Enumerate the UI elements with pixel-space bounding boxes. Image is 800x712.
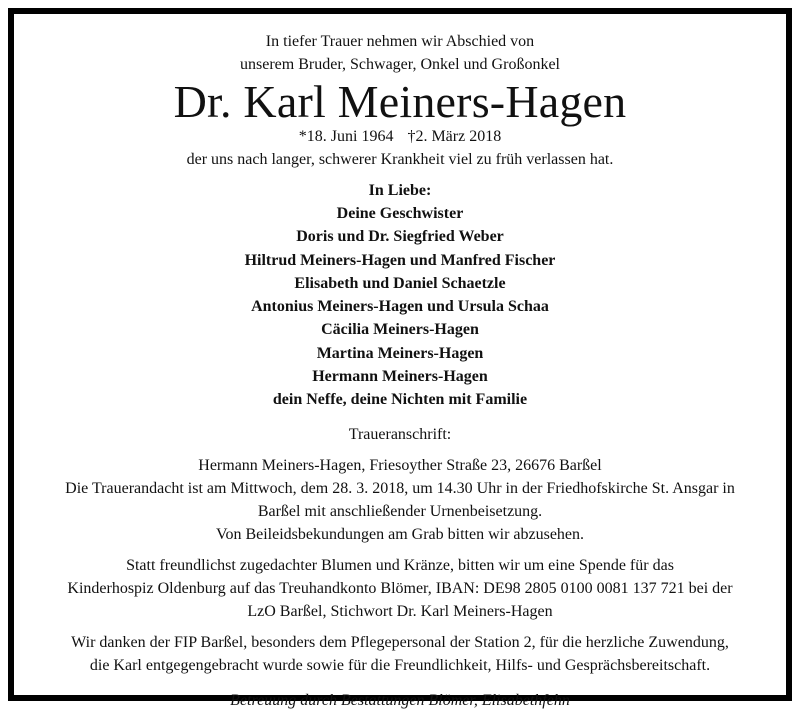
birth-date: *18. Juni 1964 (298, 128, 394, 145)
thanks-line-2: die Karl entgegengebracht wurde sowie für die Freundlichkeit, Hilfs- und Gesprächsbereitschaft. (89, 656, 711, 674)
intro-line-2: unserem Bruder, Schwager, Onkel und Großonkel (240, 56, 560, 73)
intro-line-1: In tiefer Trauer nehmen wir Abschied von (265, 33, 535, 50)
obituary-content (14, 14, 786, 712)
donation-line-2: Kinderhospiz Oldenburg auf das Treuhandkonto Blömer, IBAN: DE98 2805 0100 0081 137 721 bei der (67, 579, 733, 597)
donation-line-1: Statt freundlichst zugedachter Blumen und Kränze, bitten wir um eine Spende für das (126, 556, 674, 574)
mourner-4: Elisabeth und Daniel Schaetzle (294, 274, 506, 292)
funeral-home-footer: Betreuung durch Bestattungen Blömer, Elisabethfehn (230, 691, 570, 709)
thanks-line-1: Wir danken der FIP Barßel, besonders dem Pflegepersonal der Station 2, für die herzliche Zuwendung, (71, 633, 729, 651)
mourner-9: dein Neffe, deine Nichten mit Familie (272, 391, 528, 409)
address-line-2: Die Trauerandacht ist am Mittwoch, dem 28. 3. 2018, um 14.30 Uhr in der Friedhofskirche St. Ansgar in (65, 479, 735, 497)
address-heading: Traueranschrift: (348, 425, 452, 443)
obituary-frame (8, 8, 792, 709)
mourner-2: Doris und Dr. Siegfried Weber (296, 228, 504, 246)
donation-line-3: LzO Barßel, Stichwort Dr. Karl Meiners-Hagen (247, 602, 553, 620)
deceased-name: Dr. Karl Meiners-Hagen (173, 76, 627, 127)
mourner-3: Hiltrud Meiners-Hagen und Manfred Fischer (244, 251, 556, 269)
address-line-1: Hermann Meiners-Hagen, Friesoyther Straße 23, 26676 Barßel (198, 456, 602, 474)
life-dates (14, 126, 786, 148)
mourner-1: Deine Geschwister (336, 205, 464, 222)
subtitle-line: der uns nach langer, schwerer Krankheit viel zu früh verlassen hat. (186, 151, 614, 168)
death-date: †2. März 2018 (407, 128, 502, 145)
mourner-5: Antonius Meiners-Hagen und Ursula Schaa (251, 298, 549, 316)
mourner-8: Hermann Meiners-Hagen (312, 368, 488, 386)
address-line-3: Barßel mit anschließender Urnenbeisetzung. (257, 502, 543, 520)
in-love-heading: In Liebe: (368, 182, 432, 199)
mourner-7: Martina Meiners-Hagen (316, 344, 484, 362)
mourner-6: Cäcilia Meiners-Hagen (321, 321, 479, 339)
address-line-4: Von Beileidsbekundungen am Grab bitten wir abzusehen. (215, 525, 585, 543)
